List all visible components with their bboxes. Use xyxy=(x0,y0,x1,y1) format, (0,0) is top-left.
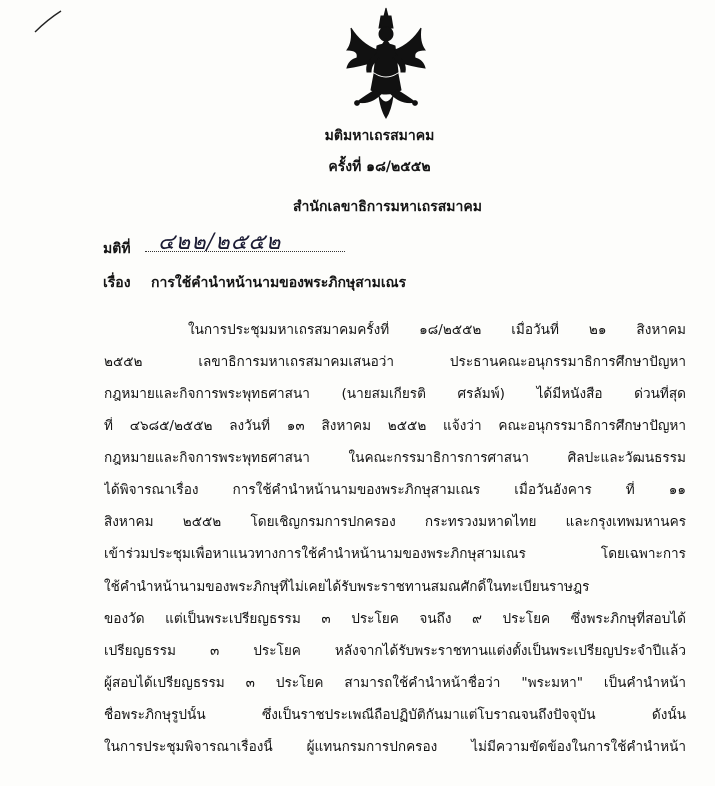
body-line: ได้พิจารณาเรื่อง การใช้คำนำหน้านามของพระภิกษุสามเณร เมื่อวันอังคาร ที่ ๑๑ xyxy=(104,482,686,498)
body-line: กฎหมายและกิจการพระพุทธศาสนา ในคณะกรรมาธิการการศาสนา ศิลปะและวัฒนธรรม xyxy=(104,450,686,466)
body-line: กฎหมายและกิจการพระพุทธศาสนา (นายสมเกียรติ ศรลัมพ์) ได้มีหนังสือ ด่วนที่สุด xyxy=(104,386,686,402)
subject-label: เรื่อง xyxy=(103,275,131,291)
council-title: มติมหาเถรสมาคม xyxy=(324,128,435,144)
body-line: ของวัด แต่เป็นพระเปรียญธรรม ๓ ประโยค จนถึง ๙ ประโยค ซึ่งพระภิกษุที่สอบได้ xyxy=(104,611,686,627)
resolution-label: มติที่ xyxy=(103,241,131,257)
body-line: ผู้สอบได้เปรียญธรรม ๓ ประโยค สามารถใช้คำนำหน้าชื่อว่า "พระมหา" เป็นคำนำหน้า xyxy=(104,675,686,691)
subject-text: การใช้คำนำหน้านามของพระภิกษุสามเณร xyxy=(151,275,407,291)
garuda-emblem-icon xyxy=(343,6,429,124)
resolution-number-handwritten: ๔๒๒/๒๕๕๒ xyxy=(158,230,282,255)
pen-stroke-mark xyxy=(34,10,62,34)
office-name: สำนักเลขาธิการมหาเถรสมาคม xyxy=(293,199,482,215)
body-line: เปรียญธรรม ๓ ประโยค หลังจากได้รับพระราชทานแต่งตั้งเป็นพระเปรียญประจำปีแล้ว xyxy=(104,643,686,659)
body-line: ในการประชุมพิจารณาเรื่องนี้ ผู้แทนกรมการปกครอง ไม่มีความขัดข้องในการใช้คำนำหน้า xyxy=(104,739,686,755)
body-line: ที่ ๔๖๘๕/๒๕๕๒ ลงวันที่ ๑๓ สิงหาคม ๒๕๕๒ แจ้งว่า คณะอนุกรรมาธิการศึกษาปัญหา xyxy=(104,418,686,434)
body-line: ในการประชุมมหาเถรสมาคมครั้งที่ ๑๘/๒๕๕๒ เมื่อวันที่ ๒๑ สิงหาคม xyxy=(188,322,686,338)
session-number: ครั้งที่ ๑๘/๒๕๕๒ xyxy=(328,159,431,175)
body-line: ๒๕๕๒ เลขาธิการมหาเถรสมาคมเสนอว่า ประธานคณะอนุกรรมาธิการศึกษาปัญหา xyxy=(104,354,686,370)
body-line: ใช้คำนำหน้านามของพระภิกษุที่ไม่เคยได้รับพระราชทานสมณศักดิ์ในทะเบียนราษฎร xyxy=(104,579,590,595)
body-line: ชื่อพระภิกษุรูปนั้น ซึ่งเป็นราชประเพณีถือปฏิบัติกันมาแต่โบราณจนถึงปัจจุบัน ดังนั้น xyxy=(104,707,686,723)
body-line: เข้าร่วมประชุมเพื่อหาแนวทางการใช้คำนำหน้านามของพระภิกษุสามเณร โดยเฉพาะการ xyxy=(104,546,686,562)
body-line: สิงหาคม ๒๕๕๒ โดยเชิญกรมการปกครอง กระทรวงมหาดไทย และกรุงเทพมหานคร xyxy=(104,514,686,530)
